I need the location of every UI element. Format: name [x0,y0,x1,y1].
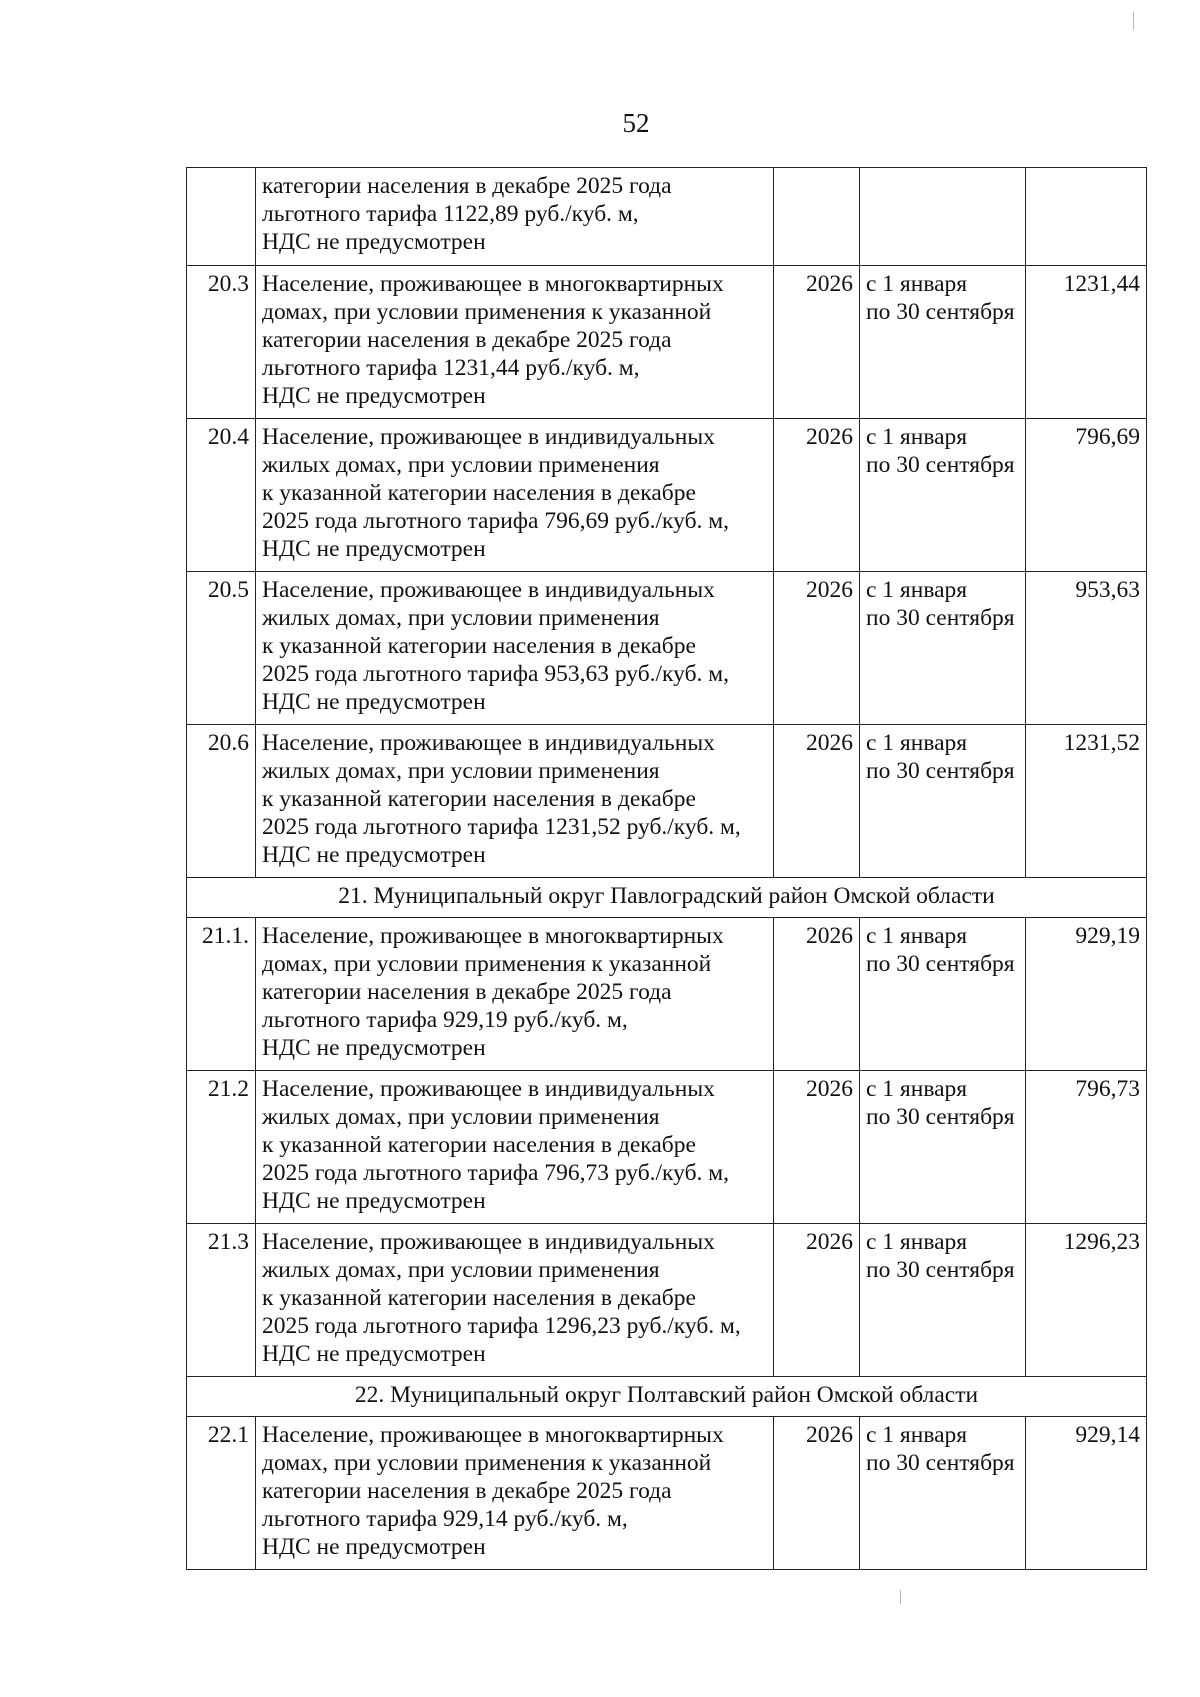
description-line: к указанной категории населения в декабре [262,633,696,659]
period-line: по 30 сентября [866,951,1015,977]
row-year-cell: 2026 [774,572,860,725]
period-line: по 30 сентября [866,299,1015,325]
description-line: Население, проживающее в индивидуальных [262,1229,715,1255]
row-period-cell [860,1071,1026,1224]
description-line: домах, при условии применения к указанной [262,951,712,977]
description-line: НДС не предусмотрен [262,536,486,562]
section-heading: 22. Муниципальный округ Полтавский район Омской области [187,1377,1147,1417]
row-description-cell [256,725,774,878]
description-line: Население, проживающее в многоквартирных [262,923,724,949]
period-line: по 30 сентября [866,758,1015,784]
row-year-cell: 2026 [774,918,860,1071]
description-line: Население, проживающее в индивидуальных [262,424,715,450]
scan-speck [900,1590,901,1604]
tariff-row [187,572,1147,725]
description-line: категории населения в декабре 2025 года [262,979,672,1005]
description-line: жилых домах, при условии применения [262,1104,660,1130]
description-line: НДС не предусмотрен [262,383,486,409]
row-number-cell: 20.3 [187,266,256,419]
period-line: с 1 января [866,1076,968,1102]
row-description-cell [256,1417,774,1570]
tariff-row [187,725,1147,878]
row-value-cell: 929,14 [1026,1417,1147,1570]
row-number-cell [187,168,256,266]
row-year-cell: 2026 [774,725,860,878]
description-line: Население, проживающее в индивидуальных [262,577,715,603]
row-year-cell: 2026 [774,1417,860,1570]
period-line: с 1 января [866,923,968,949]
row-value-cell: 1296,23 [1026,1224,1147,1377]
description-line: жилых домах, при условии применения [262,758,660,784]
description-line: льготного тарифа 929,14 руб./куб. м, [262,1506,628,1532]
row-period-cell [860,572,1026,725]
tariff-row [187,918,1147,1071]
row-period-cell [860,1224,1026,1377]
description-line: категории населения в декабре 2025 года [262,1478,672,1504]
description-line: 2025 года льготного тарифа 1296,23 руб./куб. м, [262,1313,741,1339]
tariff-row [187,1417,1147,1570]
period-line: по 30 сентября [866,1450,1015,1476]
description-line: домах, при условии применения к указанной [262,299,712,325]
description-line: Население, проживающее в многоквартирных [262,271,724,297]
description-line: 2025 года льготного тарифа 1231,52 руб./куб. м, [262,814,741,840]
description-line: жилых домах, при условии применения [262,605,660,631]
period-line: по 30 сентября [866,605,1015,631]
description-line: домах, при условии применения к указанной [262,1450,712,1476]
description-line: 2025 года льготного тарифа 953,63 руб./куб. м, [262,661,730,687]
description-line: жилых домах, при условии применения [262,452,660,478]
description-line: 2025 года льготного тарифа 796,73 руб./куб. м, [262,1160,730,1186]
row-period-cell [860,918,1026,1071]
row-number-cell: 20.6 [187,725,256,878]
description-line: льготного тарифа 1231,44 руб./куб. м, [262,355,640,381]
row-value-cell: 953,63 [1026,572,1147,725]
description-line: 2025 года льготного тарифа 796,69 руб./куб. м, [262,508,730,534]
period-line: с 1 января [866,271,968,297]
period-line: с 1 января [866,424,968,450]
row-value-cell: 796,73 [1026,1071,1147,1224]
row-period-cell [860,266,1026,419]
description-line: НДС не предусмотрен [262,1188,486,1214]
description-line: к указанной категории населения в декабре [262,1285,696,1311]
row-value-cell: 796,69 [1026,419,1147,572]
description-line: Население, проживающее в индивидуальных [262,1076,715,1102]
description-line: к указанной категории населения в декабре [262,1132,696,1158]
row-number-cell: 21.1. [187,918,256,1071]
description-line: НДС не предусмотрен [262,1534,486,1560]
description-line: НДС не предусмотрен [262,1035,486,1061]
description-line: НДС не предусмотрен [262,1341,486,1367]
tariff-row [187,419,1147,572]
row-number-cell: 20.5 [187,572,256,725]
period-line: с 1 января [866,1422,968,1448]
period-line: по 30 сентября [866,452,1015,478]
row-value-cell: 1231,52 [1026,725,1147,878]
description-line: Население, проживающее в индивидуальных [262,730,715,756]
scan-speck [1133,12,1134,30]
row-year-cell: 2026 [774,1071,860,1224]
period-line: с 1 января [866,1229,968,1255]
description-line: к указанной категории населения в декабре [262,786,696,812]
row-year-cell: 2026 [774,266,860,419]
section-heading-row [187,1377,1147,1417]
row-year-cell: 2026 [774,419,860,572]
row-value-cell [1026,168,1147,266]
description-line: льготного тарифа 1122,89 руб./куб. м, [262,201,639,227]
row-description-cell [256,918,774,1071]
description-line: Население, проживающее в многоквартирных [262,1422,724,1448]
description-line: категории населения в декабре 2025 года [262,327,672,353]
row-period-cell [860,725,1026,878]
tariff-table-body [187,168,1147,1570]
row-period-cell [860,168,1026,266]
row-description-cell [256,266,774,419]
description-line: к указанной категории населения в декабре [262,480,696,506]
row-value-cell: 1231,44 [1026,266,1147,419]
row-period-cell [860,1417,1026,1570]
tariff-row [187,266,1147,419]
description-line: категории населения в декабре 2025 года [262,173,672,199]
row-description-cell [256,1071,774,1224]
row-number-cell: 20.4 [187,419,256,572]
row-description-cell [256,419,774,572]
tariff-table [186,167,1147,1570]
period-line: с 1 января [866,730,968,756]
row-year-cell: 2026 [774,1224,860,1377]
continuation-row [187,168,1147,266]
description-line: льготного тарифа 929,19 руб./куб. м, [262,1007,628,1033]
row-value-cell: 929,19 [1026,918,1147,1071]
row-number-cell: 22.1 [187,1417,256,1570]
section-heading: 21. Муниципальный округ Павлоградский район Омской области [187,878,1147,918]
row-number-cell: 21.2 [187,1071,256,1224]
period-line: по 30 сентября [866,1257,1015,1283]
row-number-cell: 21.3 [187,1224,256,1377]
page-number: 52 [622,108,650,138]
description-line: НДС не предусмотрен [262,689,486,715]
section-heading-row [187,878,1147,918]
period-line: с 1 января [866,577,968,603]
description-line: жилых домах, при условии применения [262,1257,660,1283]
row-description-cell [256,168,774,266]
row-description-cell [256,1224,774,1377]
tariff-row [187,1071,1147,1224]
row-period-cell [860,419,1026,572]
period-line: по 30 сентября [866,1104,1015,1130]
row-description-cell [256,572,774,725]
row-year-cell [774,168,860,266]
description-line: НДС не предусмотрен [262,229,486,255]
description-line: НДС не предусмотрен [262,842,486,868]
tariff-row [187,1224,1147,1377]
